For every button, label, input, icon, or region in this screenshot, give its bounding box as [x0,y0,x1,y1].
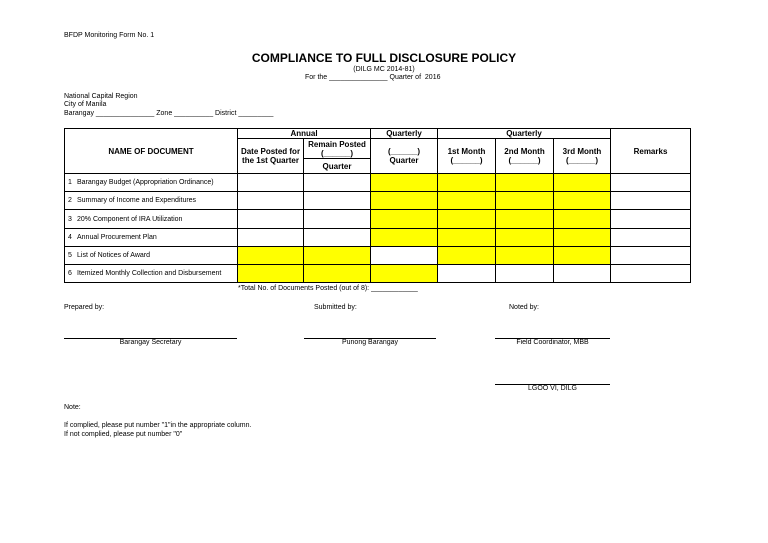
header-month-1-blank: (______) [450,156,483,165]
month-2-cell[interactable] [496,210,554,229]
month-1-cell[interactable] [438,174,496,192]
header-quarter-blank: (______) [387,147,421,156]
form-number: BFDP Monitoring Form No. 1 [64,32,155,39]
quarter-cell[interactable] [371,229,438,247]
quarter-cell[interactable] [371,210,438,229]
month-2-cell[interactable] [496,247,554,265]
header-quarter [371,139,438,174]
document-name: Annual Procurement Plan [77,234,157,241]
header-group-quarterly: Quarterly [371,129,438,139]
row-number: 4 [68,234,72,241]
document-name-cell [65,210,238,229]
month-1-cell[interactable] [438,210,496,229]
table-row [65,265,691,283]
city-label: City of Manila [64,101,107,108]
header-month-3-label: 3rd Month [562,147,602,156]
header-remain-posted-blank: (______) [320,148,354,158]
remarks-cell[interactable] [611,210,691,229]
document-name-cell [65,229,238,247]
date-posted-cell[interactable] [238,265,304,283]
table-row [65,229,691,247]
compliance-table [64,128,691,283]
date-posted-cell[interactable] [238,174,304,192]
month-1-cell[interactable] [438,247,496,265]
document-name: Summary of Income and Expenditures [77,197,197,204]
document-title: COMPLIANCE TO FULL DISCLOSURE POLICY [251,51,517,65]
month-1-cell[interactable] [438,229,496,247]
table-group-header-row [65,129,691,139]
document-name-cell [65,174,238,192]
remarks-cell[interactable] [611,174,691,192]
table-row [65,174,691,192]
period-blank: _______________ [329,74,388,81]
header-month-1 [438,139,496,174]
remain-posted-cell[interactable] [304,265,371,283]
header-remain-posted-label: Remain Posted [308,139,366,149]
date-posted-cell[interactable] [238,192,304,210]
remain-posted-cell[interactable] [304,210,371,229]
header-month-2-label: 2nd Month [504,147,545,156]
row-number: 1 [68,179,72,186]
month-3-cell[interactable] [554,229,611,247]
row-number: 5 [68,252,72,259]
barangay-line: Barangay _______________ Zone __________ District _________ [64,110,274,117]
date-posted-cell[interactable] [238,247,304,265]
lgoo-title: LGOO VI, DILG [527,385,577,392]
header-group-quarterly-months: Quarterly [438,129,611,139]
header-date-posted-line2: the 1st Quarter [242,156,299,165]
header-date-posted [238,139,304,174]
quarter-cell[interactable] [371,192,438,210]
quarter-cell[interactable] [371,174,438,192]
month-3-cell[interactable] [554,192,611,210]
header-quarter-label: Quarter [389,156,419,165]
header-month-2 [496,139,554,174]
region-label: National Capital Region [64,93,138,100]
document-name: 20% Component of IRA Utilization [77,215,183,223]
remain-posted-cell[interactable] [304,229,371,247]
row-number: 2 [68,197,72,204]
header-month-3-blank: (______) [565,156,599,165]
document-name: List of Notices of Award [77,252,151,259]
month-2-cell[interactable] [496,192,554,210]
prepared-by-label: Prepared by: [64,304,105,311]
document-name: Barangay Budget (Appropriation Ordinance) [77,179,214,186]
quarter-cell[interactable] [371,265,438,283]
remarks-cell[interactable] [611,247,691,265]
month-3-cell[interactable] [554,247,611,265]
noted-by-label: Noted by: [509,304,539,311]
total-documents-line: *Total No. of Documents Posted (out of 8): ____________ [238,285,418,292]
header-month-3 [554,139,611,174]
remain-posted-cell[interactable] [304,247,371,265]
header-month-1-label: 1st Month [447,147,486,156]
period-suffix: Quarter of [389,74,422,81]
document-subtitle: (DILG MC 2014-81) [353,66,415,73]
header-remarks: Remarks [611,129,691,174]
remarks-cell[interactable] [611,229,691,247]
remarks-cell[interactable] [611,265,691,283]
period-line [305,74,440,81]
month-3-cell[interactable] [554,265,611,283]
table-row [65,192,691,210]
row-number: 6 [68,270,72,277]
document-name-cell [65,265,238,283]
date-posted-cell[interactable] [238,229,304,247]
month-2-cell[interactable] [496,229,554,247]
date-posted-cell[interactable] [238,210,304,229]
remain-posted-cell[interactable] [304,174,371,192]
document-name-cell [65,192,238,210]
month-1-cell[interactable] [438,192,496,210]
header-group-annual: Annual [238,129,371,139]
month-3-cell[interactable] [554,174,611,192]
month-2-cell[interactable] [496,265,554,283]
period-year: 2016 [424,74,441,81]
document-name-cell [65,247,238,265]
header-remain-posted [304,139,371,159]
quarter-cell[interactable] [371,247,438,265]
secretary-title: Barangay Secretary [119,339,182,346]
header-name-of-document: NAME OF DOCUMENT [65,129,238,174]
remain-posted-cell[interactable] [304,192,371,210]
header-remain-quarter: Quarter [304,159,371,174]
header-date-posted-line1: Date Posted for [240,147,301,156]
note-label: Note: [64,404,81,411]
punong-title: Punong Barangay [341,339,399,346]
period-prefix: For the [305,74,328,81]
table-row [65,247,691,265]
month-2-cell[interactable] [496,174,554,192]
table-row [65,210,691,229]
month-3-cell[interactable] [554,210,611,229]
note-line-2: If not complied, please put number "0" [64,431,183,438]
submitted-by-label: Submitted by: [314,304,357,311]
remarks-cell[interactable] [611,192,691,210]
note-line-1: If complied, please put number "1"in the appropriate column. [64,422,252,429]
field-coordinator-title: Field Coordinator, MBB [516,339,589,346]
header-month-2-blank: (______) [508,156,541,165]
month-1-cell[interactable] [438,265,496,283]
row-number: 3 [68,215,72,223]
document-name: Itemized Monthly Collection and Disbursement [77,270,222,277]
